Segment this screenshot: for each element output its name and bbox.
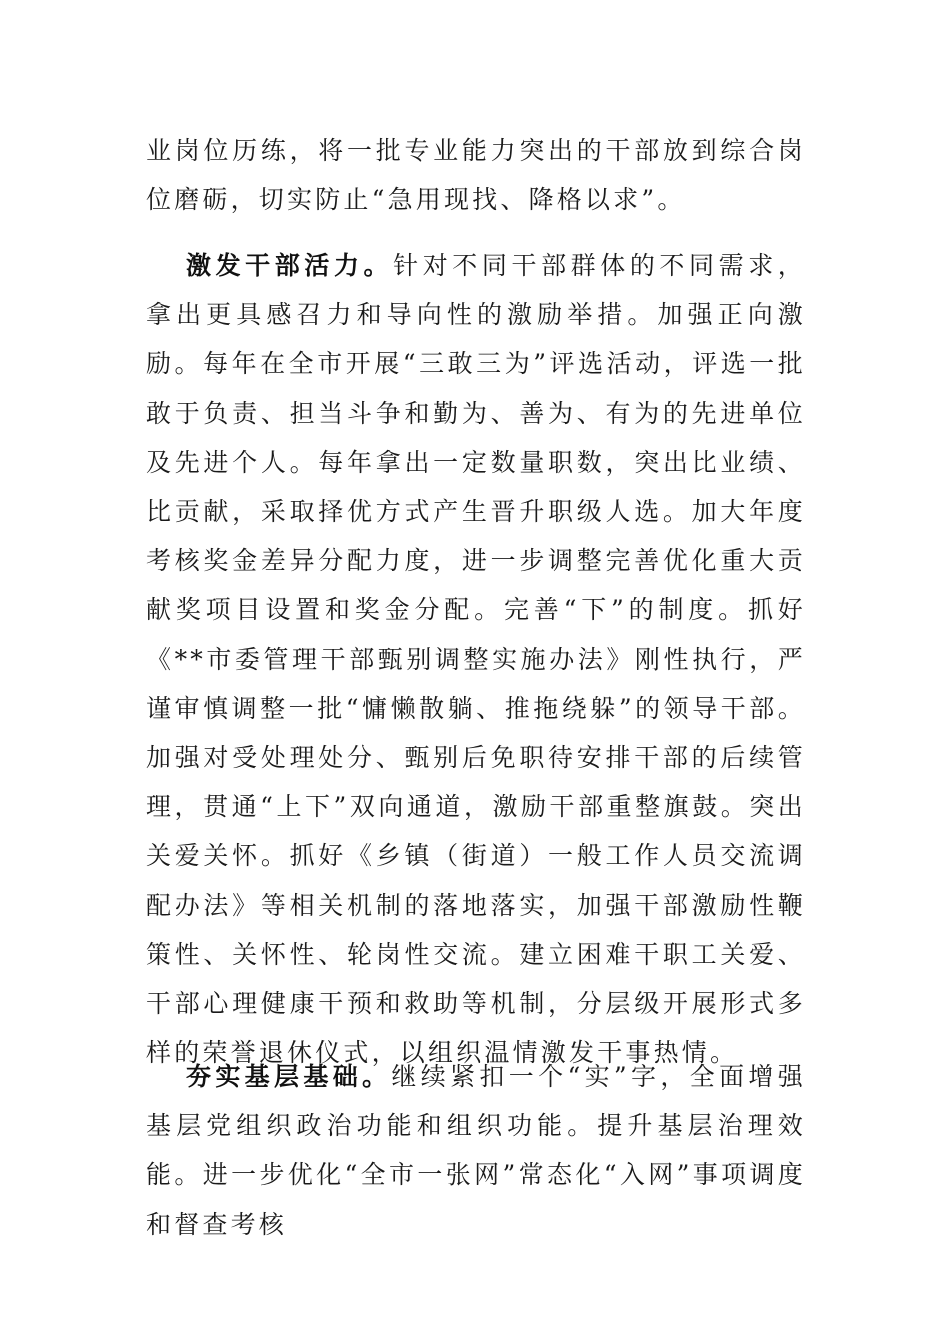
paragraph-grassroots-foundation (146, 1052, 806, 1249)
paragraph-heading: 激发干部活力。 (186, 251, 394, 280)
paragraph-continuation (146, 126, 806, 224)
paragraph-heading: 夯实基层基础。 (186, 1062, 392, 1091)
paragraph-body: 针对不同干部群体的不同需求，拿出更具感召力和导向性的激励举措。加强正向激励。每年在全市开展“三敢三为”评选活动，评选一批敢于负责、担当斗争和勤为、善为、有为的先进单位及先进个人。每年拿出一定数量职数，突出比业绩、比贡献，采取择优方式产生晋升职级人选。加大年度考核奖金差异分配力度，进一步调整完善优化重大贡献奖项目设置和奖金分配。完善“下”的制度。抓好《**市委管理干部甄别调整实施办法》刚性执行，严谨审慎调整一批“慵懒散躺、推拖绕躲”的领导干部。加强对受处理处分、甄别后免职待安排干部的后续管理，贯通“上下”双向通道，激励干部重整旗鼓。突出关爱关怀。抓好《乡镇（街道）一般工作人员交流调配办法》等相关机制的落地落实，加强干部激励性鞭策性、关怀性、轮岗性交流。建立困难干职工关爱、干部心理健康干预和救助等机制，分层级开展形式多样的荣誉退休仪式，以组织温情激发干事热情。 (146, 251, 806, 1068)
paragraph-motivate-cadres (146, 241, 806, 1077)
paragraph-body: 继续紧扣一个“实”字，全面增强基层党组织政治功能和组织功能。提升基层治理效能。进一步优化“全市一张网”常态化“入网”事项调度和督查考核 (146, 1062, 806, 1239)
paragraph-body: 业岗位历练，将一批专业能力突出的干部放到综合岗位磨砺，切实防止“急用现找、降格以求”。 (146, 136, 806, 215)
